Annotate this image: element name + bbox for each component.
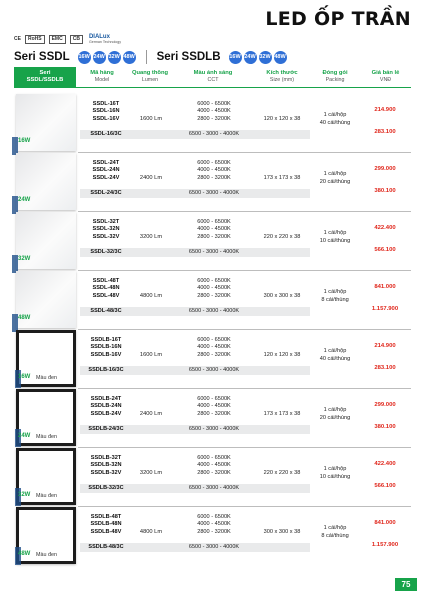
price: 841.000 xyxy=(374,520,396,526)
header-cct xyxy=(172,67,254,87)
table-header xyxy=(14,67,411,88)
pack-box: 1 cái/hộp xyxy=(323,407,347,413)
model-3c: SSDLB-24/3C xyxy=(88,426,124,432)
price: 299.000 xyxy=(374,166,396,172)
header-model-label: Mã hàng xyxy=(90,70,114,76)
product-row xyxy=(14,389,411,448)
watt-label: 32W xyxy=(18,256,31,262)
cct-list xyxy=(174,219,254,241)
model-3c: SSDL-32/3C xyxy=(90,249,122,255)
lumen-value: 1600 Lm xyxy=(139,352,163,358)
product-row xyxy=(14,212,411,271)
lumen-value: 4800 Lm xyxy=(139,293,163,299)
watt-badge: 48W xyxy=(123,51,136,64)
pack-box: 1 cái/hộp xyxy=(323,348,347,354)
color-note: Màu đen xyxy=(36,493,57,499)
price-3c: 1.157.900 xyxy=(371,542,399,548)
cct-value: 2800 - 3200K xyxy=(197,174,231,181)
model-code: SSDLB-16T xyxy=(90,337,122,343)
product-row xyxy=(14,330,411,389)
cct-value: 4000 - 4500K xyxy=(197,226,231,233)
pack-carton: 40 cái/thùng xyxy=(319,355,351,362)
cct-value: 4000 - 4500K xyxy=(197,285,231,292)
pack-box: 1 cái/hộp xyxy=(323,289,347,295)
size-value: 300 x 300 x 38 xyxy=(263,529,301,535)
cct-value: 6000 - 6500K xyxy=(197,101,231,107)
dialux-logo xyxy=(89,34,121,44)
cct-list xyxy=(174,101,254,123)
model-3c: SSDLB-32/3C xyxy=(88,485,124,491)
three-color-strip xyxy=(80,248,310,257)
lumen-value: 2400 Lm xyxy=(139,175,163,181)
cct-list xyxy=(174,278,254,300)
header-price xyxy=(360,67,411,87)
dialux-name: DIALux xyxy=(88,34,110,40)
price: 299.000 xyxy=(374,402,396,408)
model-list xyxy=(80,278,132,300)
cct-value: 6000 - 6500K xyxy=(197,219,231,225)
cct-list xyxy=(174,337,254,359)
pack-box: 1 cái/hộp xyxy=(323,466,347,472)
series-ssdlb-badges xyxy=(229,51,287,64)
header-pack xyxy=(310,67,360,87)
page-number: 75 xyxy=(395,578,417,591)
watt-badge: 16W xyxy=(78,51,91,64)
lumen-value: 3200 Lm xyxy=(139,470,163,476)
dialux-sub: German Technology xyxy=(88,40,122,44)
packing xyxy=(310,230,360,245)
model-code: SSDLB-16V xyxy=(90,351,122,358)
series-separator xyxy=(146,50,147,64)
three-color-strip xyxy=(80,189,310,198)
cct-value: 6000 - 6500K xyxy=(197,396,231,402)
lumen-value: 4800 Lm xyxy=(139,529,163,535)
cct-3c: 6500 - 3000 - 4000K xyxy=(188,426,240,432)
price-3c: 1.157.900 xyxy=(371,306,399,312)
pack-carton: 20 cái/thùng xyxy=(319,178,351,185)
header-size-sub: Size (mm) xyxy=(269,77,295,83)
cct-3c: 6500 - 3000 - 4000K xyxy=(188,249,240,255)
header-cct-label: Màu ánh sáng xyxy=(193,70,233,76)
watt-badge: 24W xyxy=(244,51,257,64)
price-3c: 283.100 xyxy=(374,365,396,371)
model-code: SSDL-32T xyxy=(92,219,120,225)
cct-value: 2800 - 3200K xyxy=(197,115,231,122)
cct-value: 6000 - 6500K xyxy=(197,160,231,166)
series-ssdlb-title: Seri SSDLB xyxy=(156,51,221,63)
price: 214.900 xyxy=(374,343,396,349)
price-3c: 566.100 xyxy=(374,247,396,253)
header-model-sub: Model xyxy=(94,77,110,83)
lumen-value: 1600 Lm xyxy=(139,116,163,122)
product-row xyxy=(14,153,411,212)
lumen-value: 3200 Lm xyxy=(139,234,163,240)
model-code: SSDL-16V xyxy=(92,115,120,122)
cct-value: 2800 - 3200K xyxy=(197,528,231,535)
header-price-sub: VNĐ xyxy=(379,77,392,83)
model-code: SSDL-24V xyxy=(92,174,120,181)
model-code: SSDLB-48T xyxy=(90,514,122,520)
size-value: 173 x 173 x 38 xyxy=(263,411,301,417)
price: 422.400 xyxy=(374,225,396,231)
model-code: SSDL-32N xyxy=(92,226,120,233)
color-note: Màu đen xyxy=(36,434,57,440)
size-value: 173 x 173 x 38 xyxy=(263,175,301,181)
cct-value: 2800 - 3200K xyxy=(197,410,231,417)
three-color-strip xyxy=(80,307,310,316)
packing xyxy=(310,289,360,304)
cct-value: 4000 - 4500K xyxy=(197,521,231,528)
cct-3c: 6500 - 3000 - 4000K xyxy=(188,544,240,550)
packing xyxy=(310,112,360,127)
model-list xyxy=(80,160,132,182)
color-note: Màu đen xyxy=(36,552,57,558)
ce-mark: CE xyxy=(14,35,21,42)
pack-carton: 10 cái/thùng xyxy=(319,473,351,480)
pack-carton: 8 cái/thùng xyxy=(321,532,349,539)
model-code: SSDLB-48V xyxy=(90,528,122,535)
header-cct-sub: CCT xyxy=(207,77,219,83)
three-color-strip xyxy=(80,543,310,552)
watt-label: 48W xyxy=(18,315,31,321)
product-row xyxy=(14,271,411,330)
three-color-strip xyxy=(80,425,310,434)
cct-value: 6000 - 6500K xyxy=(197,278,231,284)
model-list xyxy=(80,219,132,241)
cct-value: 6000 - 6500K xyxy=(197,455,231,461)
model-code: SSDL-24N xyxy=(92,167,120,174)
cct-list xyxy=(174,455,254,477)
model-code: SSDL-32V xyxy=(92,233,120,240)
pack-carton: 8 cái/thùng xyxy=(321,296,349,303)
price: 214.900 xyxy=(374,107,396,113)
pack-box: 1 cái/hộp xyxy=(323,230,347,236)
cct-value: 4000 - 4500K xyxy=(197,167,231,174)
header-pack-sub: Packing xyxy=(325,77,345,83)
cct-value: 6000 - 6500K xyxy=(197,514,231,520)
packing xyxy=(310,407,360,422)
pack-box: 1 cái/hộp xyxy=(323,112,347,118)
watt-badge: 32W xyxy=(108,51,121,64)
model-list xyxy=(80,396,132,418)
watt-label: 24W xyxy=(18,433,31,439)
model-3c: SSDLB-16/3C xyxy=(88,367,124,373)
header-lumen xyxy=(128,67,172,87)
product-row xyxy=(14,448,411,507)
model-code: SSDLB-24T xyxy=(90,396,122,402)
model-code: SSDL-48T xyxy=(92,278,120,284)
three-color-strip xyxy=(80,484,310,493)
watt-label: 32W xyxy=(18,492,31,498)
price: 841.000 xyxy=(374,284,396,290)
cct-value: 6000 - 6500K xyxy=(197,337,231,343)
model-code: SSDLB-24N xyxy=(90,403,122,410)
product-row xyxy=(14,94,411,153)
model-3c: SSDLB-48/3C xyxy=(88,544,124,550)
series-bar xyxy=(14,50,287,64)
lumen-value: 2400 Lm xyxy=(139,411,163,417)
watt-label: 16W xyxy=(18,374,31,380)
price-3c: 380.100 xyxy=(374,424,396,430)
cct-value: 4000 - 4500K xyxy=(197,462,231,469)
price: 422.400 xyxy=(374,461,396,467)
header-lumen-label: Quang thông xyxy=(131,70,169,76)
model-code: SSDL-16N xyxy=(92,108,120,115)
cct-3c: 6500 - 3000 - 4000K xyxy=(188,367,240,373)
cct-value: 4000 - 4500K xyxy=(197,344,231,351)
header-size xyxy=(254,67,310,87)
product-row xyxy=(14,507,411,566)
model-list xyxy=(80,337,132,359)
size-value: 300 x 300 x 38 xyxy=(263,293,301,299)
emc-mark: EMC xyxy=(49,35,66,44)
size-value: 120 x 120 x 38 xyxy=(263,116,301,122)
cct-3c: 6500 - 3000 - 4000K xyxy=(188,485,240,491)
cb-mark: CB xyxy=(70,35,83,44)
watt-label: 48W xyxy=(18,551,31,557)
header-model xyxy=(76,67,128,87)
price-3c: 566.100 xyxy=(374,483,396,489)
cct-list xyxy=(174,160,254,182)
pack-carton: 40 cái/thùng xyxy=(319,119,351,126)
packing xyxy=(310,348,360,363)
cct-value: 4000 - 4500K xyxy=(197,108,231,115)
pack-carton: 20 cái/thùng xyxy=(319,414,351,421)
certification-marks xyxy=(14,34,121,44)
model-code: SSDL-48N xyxy=(92,285,120,292)
three-color-strip xyxy=(80,130,310,139)
size-value: 220 x 220 x 38 xyxy=(263,470,301,476)
model-code: SSDLB-16N xyxy=(90,344,122,351)
model-code: SSDLB-32T xyxy=(90,455,122,461)
size-value: 220 x 220 x 38 xyxy=(263,234,301,240)
header-lumen-sub: Lumen xyxy=(141,77,159,83)
rohs-mark: RoHS xyxy=(25,35,45,44)
watt-badge: 48W xyxy=(274,51,287,64)
pack-box: 1 cái/hộp xyxy=(323,525,347,531)
cct-3c: 6500 - 3000 - 4000K xyxy=(188,190,240,196)
watt-badge: 24W xyxy=(93,51,106,64)
model-list xyxy=(80,514,132,536)
cct-value: 2800 - 3200K xyxy=(197,233,231,240)
header-series-sub: SSDL/SSDLB xyxy=(26,77,64,83)
pack-box: 1 cái/hộp xyxy=(323,171,347,177)
header-series xyxy=(14,67,76,87)
packing xyxy=(310,171,360,186)
packing xyxy=(310,525,360,540)
watt-label: 24W xyxy=(18,197,31,203)
price-3c: 283.100 xyxy=(374,129,396,135)
cct-value: 2800 - 3200K xyxy=(197,292,231,299)
watt-label: 16W xyxy=(18,138,31,144)
model-3c: SSDL-24/3C xyxy=(90,190,122,196)
model-code: SSDL-24T xyxy=(92,160,120,166)
watt-badge: 32W xyxy=(259,51,272,64)
model-code: SSDLB-32V xyxy=(90,469,122,476)
price-3c: 380.100 xyxy=(374,188,396,194)
model-3c: SSDL-48/3C xyxy=(90,308,122,314)
cct-list xyxy=(174,396,254,418)
header-price-label: Giá bán lẻ xyxy=(371,70,400,76)
model-code: SSDLB-24V xyxy=(90,410,122,417)
page-title: LED ỐP TRẦN xyxy=(265,8,411,30)
series-ssdl-badges xyxy=(78,51,136,64)
cct-list xyxy=(174,514,254,536)
cct-value: 2800 - 3200K xyxy=(197,469,231,476)
cct-3c: 6500 - 3000 - 4000K xyxy=(188,308,240,314)
header-series-label: Seri xyxy=(39,70,51,76)
watt-badge: 16W xyxy=(229,51,242,64)
series-ssdl-title: Seri SSDL xyxy=(14,51,70,63)
color-note: Màu đen xyxy=(36,375,57,381)
three-color-strip xyxy=(80,366,310,375)
size-value: 120 x 120 x 38 xyxy=(263,352,301,358)
model-list xyxy=(80,101,132,123)
header-size-label: Kích thước xyxy=(266,70,298,76)
model-list xyxy=(80,455,132,477)
cct-value: 2800 - 3200K xyxy=(197,351,231,358)
cct-value: 4000 - 4500K xyxy=(197,403,231,410)
model-code: SSDLB-48N xyxy=(90,521,122,528)
packing xyxy=(310,466,360,481)
model-code: SSDL-16T xyxy=(92,101,120,107)
header-pack-label: Đóng gói xyxy=(322,70,348,76)
model-code: SSDL-48V xyxy=(92,292,120,299)
model-3c: SSDL-16/3C xyxy=(90,131,122,137)
model-code: SSDLB-32N xyxy=(90,462,122,469)
cct-3c: 6500 - 3000 - 4000K xyxy=(188,131,240,137)
pack-carton: 10 cái/thùng xyxy=(319,237,351,244)
